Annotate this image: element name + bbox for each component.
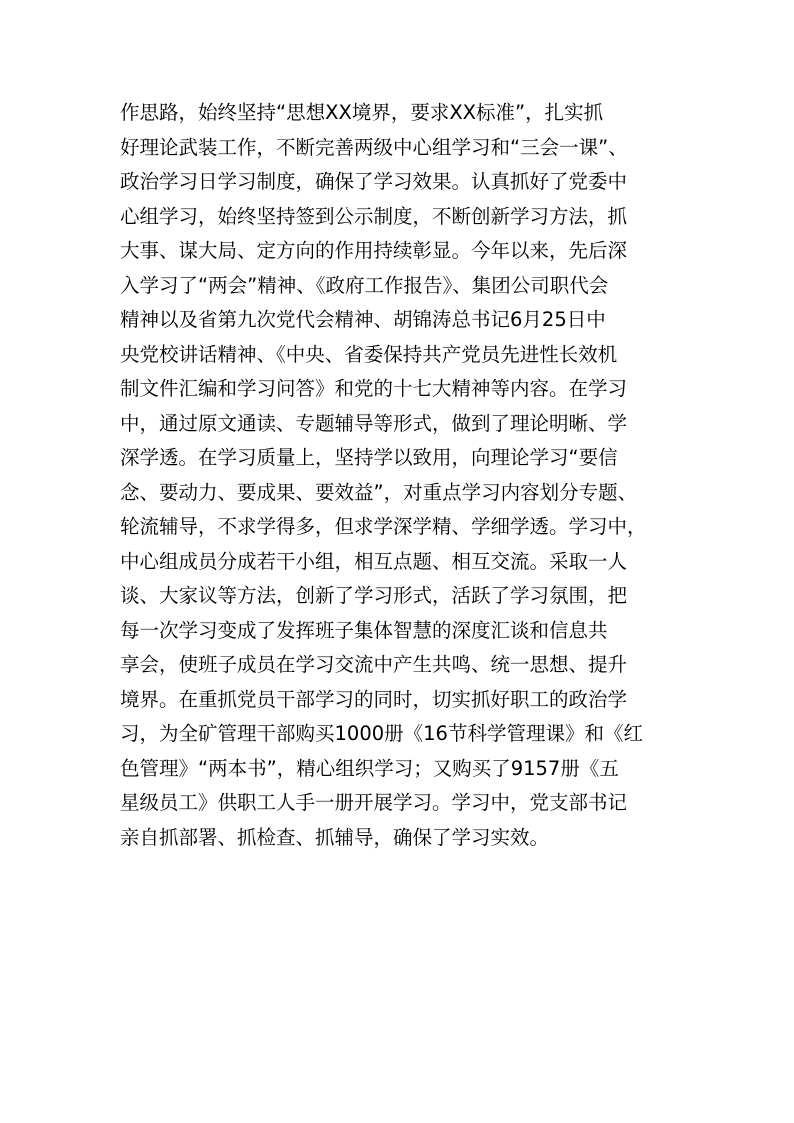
paragraph-line: 享会，使班子成员在学习交流中产生共鸣、统一思想、提升 [120, 653, 628, 676]
paragraph-line: 制文件汇编和学习问答》和党的十七大精神等内容。在学习 [120, 377, 628, 400]
paragraph-line: 境界。在重抓党员干部学习的同时，切实抓好职工的政治学 [120, 687, 628, 711]
paragraph-line: 政治学习日学习制度，确保了学习效果。认真抓好了党委中 [120, 170, 628, 193]
paragraph-line: 央党校讲话精神、《中央、省委保持共产党员先进性长效机 [120, 342, 618, 366]
paragraph-line: 星级员工》供职工人手一册开展学习。学习中，党支部书记 [120, 791, 628, 814]
paragraph-line: 大事、谋大局、定方向的作用持续彰显。今年以来，先后深 [120, 239, 628, 262]
paragraph-line: 好理论武装工作，不断完善两级中心组学习和“三会一课”、 [120, 135, 628, 159]
paragraph-line: 谈、大家议等方法，创新了学习形式，活跃了学习氛围，把 [120, 584, 628, 607]
paragraph-line: 入学习了“两会”精神、《政府工作报告》、集团公司职代会 [120, 273, 609, 297]
paragraph-line: 心组学习，始终坚持签到公示制度，不断创新学习方法，抓 [120, 204, 628, 228]
paragraph-line: 念、要动力、要成果、要效益”，对重点学习内容划分专题、 [120, 480, 638, 504]
paragraph-line: 每一次学习变成了发挥班子集体智慧的深度汇谈和信息共 [120, 618, 608, 642]
paragraph-line: 习，为全矿管理干部购买1000册《16节科学管理课》和《红 [120, 722, 643, 745]
paragraph-line: 轮流辅导，不求学得多，但求学深学精、学细学透。学习中， [120, 515, 647, 538]
paragraph-line: 色管理》“两本书”，精心组织学习；又购买了9157册《五 [120, 756, 619, 780]
paragraph-line: 中，通过原文通读、专题辅导等形式，做到了理论明晰、学 [120, 411, 628, 435]
paragraph-line: 精神以及省第九次党代会精神、胡锦涛总书记6月25日中 [120, 308, 606, 331]
paragraph-line: 中心组成员分成若干小组，相互点题、相互交流。采取一人 [120, 549, 628, 573]
paragraph-line: 亲自抓部署、抓检查、抓辅导，确保了学习实效。 [120, 825, 550, 849]
paragraph-line: 深学透。在学习质量上，坚持学以致用，向理论学习“要信 [120, 446, 618, 469]
body-paragraph [120, 96, 680, 855]
paragraph-line: 作思路，始终坚持“思想XX境界，要求XX标准”，扎实抓 [120, 101, 604, 124]
